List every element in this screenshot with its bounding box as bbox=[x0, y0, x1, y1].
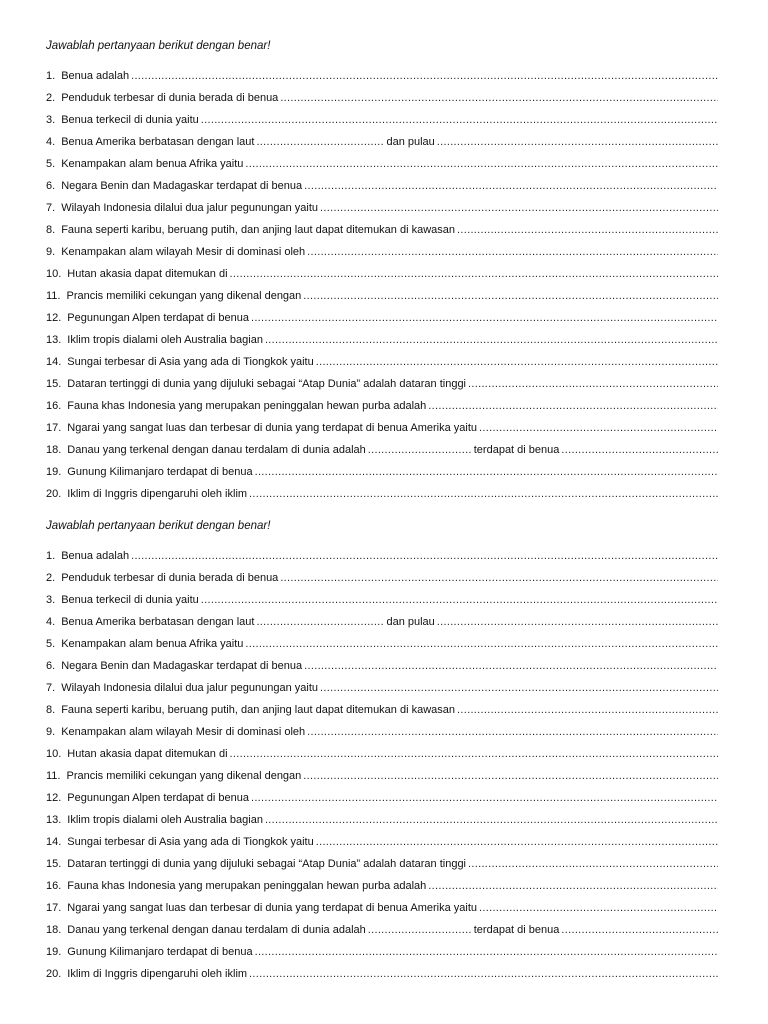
question-item bbox=[46, 589, 720, 611]
worksheet-section-2 bbox=[46, 518, 720, 985]
worksheet-section-1 bbox=[46, 38, 720, 505]
answer-blank[interactable] bbox=[230, 263, 718, 285]
question-text: Hutan akasia dapat ditemukan di bbox=[67, 268, 228, 280]
question-number: 10. bbox=[46, 748, 62, 760]
question-number: 19. bbox=[46, 466, 62, 478]
question-item bbox=[46, 677, 720, 699]
answer-blank[interactable] bbox=[479, 417, 718, 439]
answer-blank[interactable] bbox=[368, 439, 472, 461]
question-item bbox=[46, 65, 720, 87]
answer-blank[interactable] bbox=[265, 809, 718, 831]
question-text: Wilayah Indonesia dilalui dua jalur pegunungan yaitu bbox=[61, 202, 319, 214]
question-item bbox=[46, 307, 720, 329]
answer-blank[interactable] bbox=[201, 589, 718, 611]
question-text: Fauna khas Indonesia yang merupakan peninggalan hewan purba adalah bbox=[67, 880, 427, 892]
answer-blank[interactable] bbox=[307, 721, 718, 743]
question-item bbox=[46, 241, 720, 263]
question-text: Hutan akasia dapat ditemukan di bbox=[67, 748, 228, 760]
answer-blank[interactable] bbox=[437, 131, 718, 153]
question-number: 15. bbox=[46, 858, 62, 870]
question-number: 18. bbox=[46, 444, 62, 456]
question-number: 17. bbox=[46, 422, 62, 434]
question-number: 6. bbox=[46, 660, 56, 672]
answer-blank[interactable] bbox=[256, 131, 384, 153]
question-number: 8. bbox=[46, 704, 56, 716]
question-text: Penduduk terbesar di dunia berada di benua bbox=[61, 572, 279, 584]
question-item bbox=[46, 219, 720, 241]
question-text: Benua terkecil di dunia yaitu bbox=[61, 114, 199, 126]
question-text: Danau yang terkenal dengan danau terdalam di dunia adalah bbox=[67, 924, 366, 936]
question-text: Kenampakan alam benua Afrika yaitu bbox=[61, 638, 244, 650]
question-item bbox=[46, 963, 720, 985]
question-item bbox=[46, 153, 720, 175]
question-text: Wilayah Indonesia dilalui dua jalur pegunungan yaitu bbox=[61, 682, 319, 694]
answer-blank[interactable] bbox=[280, 87, 718, 109]
question-item bbox=[46, 373, 720, 395]
question-item bbox=[46, 831, 720, 853]
question-number: 12. bbox=[46, 792, 62, 804]
question-item bbox=[46, 285, 720, 307]
answer-blank[interactable] bbox=[251, 787, 718, 809]
question-text: Fauna seperti karibu, beruang putih, dan anjing laut dapat ditemukan di kawasan bbox=[61, 704, 456, 716]
answer-blank[interactable] bbox=[437, 611, 718, 633]
question-number: 4. bbox=[46, 616, 56, 628]
question-item bbox=[46, 175, 720, 197]
answer-blank[interactable] bbox=[131, 65, 718, 87]
question-item bbox=[46, 919, 720, 941]
question-number: 7. bbox=[46, 682, 56, 694]
question-item bbox=[46, 787, 720, 809]
question-number: 16. bbox=[46, 880, 62, 892]
question-item bbox=[46, 809, 720, 831]
question-item bbox=[46, 329, 720, 351]
question-text: Ngarai yang sangat luas dan terbesar di dunia yang terdapat di benua Amerika yaitu bbox=[67, 902, 478, 914]
answer-blank[interactable] bbox=[316, 351, 718, 373]
question-item bbox=[46, 545, 720, 567]
answer-blank[interactable] bbox=[256, 611, 384, 633]
question-number: 14. bbox=[46, 836, 62, 848]
answer-blank[interactable] bbox=[307, 241, 718, 263]
answer-blank[interactable] bbox=[304, 175, 718, 197]
answer-blank[interactable] bbox=[304, 655, 718, 677]
answer-blank[interactable] bbox=[468, 853, 718, 875]
question-text: Iklim di Inggris dipengaruhi oleh iklim bbox=[67, 968, 248, 980]
question-text: Gunung Kilimanjaro terdapat di benua bbox=[67, 946, 253, 958]
question-number: 3. bbox=[46, 594, 56, 606]
answer-blank[interactable] bbox=[468, 373, 718, 395]
question-item bbox=[46, 853, 720, 875]
question-text: Negara Benin dan Madagaskar terdapat di benua bbox=[61, 660, 303, 672]
question-item bbox=[46, 395, 720, 417]
question-number: 6. bbox=[46, 180, 56, 192]
question-item bbox=[46, 699, 720, 721]
question-text: Benua adalah bbox=[61, 70, 130, 82]
question-text: dan pulau bbox=[386, 616, 435, 628]
question-text: Sungai terbesar di Asia yang ada di Tiongkok yaitu bbox=[67, 836, 314, 848]
answer-blank[interactable] bbox=[303, 285, 718, 307]
answer-blank[interactable] bbox=[479, 897, 718, 919]
question-text: Fauna seperti karibu, beruang putih, dan anjing laut dapat ditemukan di kawasan bbox=[61, 224, 456, 236]
section-heading: Jawablah pertanyaan berikut dengan benar! bbox=[46, 520, 271, 532]
question-number: 17. bbox=[46, 902, 62, 914]
question-item bbox=[46, 483, 720, 505]
question-number: 20. bbox=[46, 968, 62, 980]
question-item bbox=[46, 351, 720, 373]
question-item bbox=[46, 109, 720, 131]
answer-blank[interactable] bbox=[368, 919, 472, 941]
question-number: 8. bbox=[46, 224, 56, 236]
question-number: 2. bbox=[46, 572, 56, 584]
question-text: Iklim tropis dialami oleh Australia bagian bbox=[67, 334, 263, 346]
question-item bbox=[46, 897, 720, 919]
question-number: 11. bbox=[46, 770, 61, 782]
question-number: 20. bbox=[46, 488, 62, 500]
answer-blank[interactable] bbox=[457, 219, 718, 241]
answer-blank[interactable] bbox=[131, 545, 718, 567]
question-text: Danau yang terkenal dengan danau terdalam di dunia adalah bbox=[67, 444, 366, 456]
question-number: 13. bbox=[46, 814, 62, 826]
question-text: Kenampakan alam wilayah Mesir di dominasi oleh bbox=[61, 726, 306, 738]
answer-blank[interactable] bbox=[316, 831, 718, 853]
question-number: 1. bbox=[46, 70, 56, 82]
question-text: Iklim di Inggris dipengaruhi oleh iklim bbox=[67, 488, 248, 500]
answer-blank[interactable] bbox=[255, 461, 718, 483]
answer-blank[interactable] bbox=[201, 109, 718, 131]
question-item bbox=[46, 875, 720, 897]
question-text: Sungai terbesar di Asia yang ada di Tiongkok yaitu bbox=[67, 356, 314, 368]
question-item bbox=[46, 263, 720, 285]
question-item bbox=[46, 87, 720, 109]
question-number: 9. bbox=[46, 246, 56, 258]
answer-blank[interactable] bbox=[245, 633, 718, 655]
question-item bbox=[46, 765, 720, 787]
answer-blank[interactable] bbox=[249, 963, 718, 985]
question-item bbox=[46, 417, 720, 439]
question-number: 13. bbox=[46, 334, 62, 346]
question-number: 10. bbox=[46, 268, 62, 280]
question-item bbox=[46, 655, 720, 677]
question-item bbox=[46, 131, 720, 153]
question-number: 2. bbox=[46, 92, 56, 104]
answer-blank[interactable] bbox=[320, 197, 718, 219]
question-item bbox=[46, 633, 720, 655]
question-text: Kenampakan alam wilayah Mesir di dominasi oleh bbox=[61, 246, 306, 258]
section-heading: Jawablah pertanyaan berikut dengan benar! bbox=[46, 40, 271, 52]
question-item bbox=[46, 941, 720, 963]
answer-blank[interactable] bbox=[320, 677, 718, 699]
answer-blank[interactable] bbox=[251, 307, 718, 329]
question-text: dan pulau bbox=[386, 136, 435, 148]
question-text: Ngarai yang sangat luas dan terbesar di dunia yang terdapat di benua Amerika yaitu bbox=[67, 422, 478, 434]
question-number: 1. bbox=[46, 550, 56, 562]
answer-blank[interactable] bbox=[428, 395, 718, 417]
question-list bbox=[46, 65, 720, 505]
question-number: 9. bbox=[46, 726, 56, 738]
question-item bbox=[46, 611, 720, 633]
answer-blank[interactable] bbox=[249, 483, 718, 505]
question-number: 19. bbox=[46, 946, 62, 958]
question-text: Negara Benin dan Madagaskar terdapat di benua bbox=[61, 180, 303, 192]
question-number: 15. bbox=[46, 378, 62, 390]
question-item bbox=[46, 721, 720, 743]
question-item bbox=[46, 197, 720, 219]
question-text: Pegunungan Alpen terdapat di benua bbox=[67, 312, 249, 324]
question-number: 16. bbox=[46, 400, 62, 412]
question-item bbox=[46, 439, 720, 461]
question-text: Fauna khas Indonesia yang merupakan peninggalan hewan purba adalah bbox=[67, 400, 427, 412]
answer-blank[interactable] bbox=[428, 875, 718, 897]
question-text: Penduduk terbesar di dunia berada di benua bbox=[61, 92, 279, 104]
question-text: terdapat di benua bbox=[473, 444, 560, 456]
question-number: 5. bbox=[46, 638, 56, 650]
question-text: Gunung Kilimanjaro terdapat di benua bbox=[67, 466, 253, 478]
answer-blank[interactable] bbox=[457, 699, 718, 721]
question-number: 18. bbox=[46, 924, 62, 936]
question-text: Prancis memiliki cekungan yang dikenal dengan bbox=[66, 770, 302, 782]
question-number: 14. bbox=[46, 356, 62, 368]
question-list bbox=[46, 545, 720, 985]
answer-blank[interactable] bbox=[255, 941, 718, 963]
question-text: Benua Amerika berbatasan dengan laut bbox=[61, 616, 255, 628]
answer-blank[interactable] bbox=[303, 765, 718, 787]
question-item bbox=[46, 743, 720, 765]
question-text: Benua terkecil di dunia yaitu bbox=[61, 594, 199, 606]
question-item bbox=[46, 461, 720, 483]
question-number: 7. bbox=[46, 202, 56, 214]
answer-blank[interactable] bbox=[245, 153, 718, 175]
answer-blank[interactable] bbox=[230, 743, 718, 765]
question-text: Benua adalah bbox=[61, 550, 130, 562]
question-text: Dataran tertinggi di dunia yang dijuluki sebagai “Atap Dunia” adalah dataran tinggi bbox=[67, 858, 467, 870]
question-text: Iklim tropis dialami oleh Australia bagian bbox=[67, 814, 263, 826]
question-item bbox=[46, 567, 720, 589]
question-number: 5. bbox=[46, 158, 56, 170]
question-text: Benua Amerika berbatasan dengan laut bbox=[61, 136, 255, 148]
question-text: Prancis memiliki cekungan yang dikenal dengan bbox=[66, 290, 302, 302]
question-text: terdapat di benua bbox=[473, 924, 560, 936]
question-number: 12. bbox=[46, 312, 62, 324]
question-number: 11. bbox=[46, 290, 61, 302]
answer-blank[interactable] bbox=[280, 567, 718, 589]
question-text: Kenampakan alam benua Afrika yaitu bbox=[61, 158, 244, 170]
question-number: 4. bbox=[46, 136, 56, 148]
question-number: 3. bbox=[46, 114, 56, 126]
answer-blank[interactable] bbox=[265, 329, 718, 351]
question-text: Dataran tertinggi di dunia yang dijuluki sebagai “Atap Dunia” adalah dataran tinggi bbox=[67, 378, 467, 390]
answer-blank[interactable] bbox=[561, 439, 718, 461]
question-text: Pegunungan Alpen terdapat di benua bbox=[67, 792, 249, 804]
answer-blank[interactable] bbox=[561, 919, 718, 941]
